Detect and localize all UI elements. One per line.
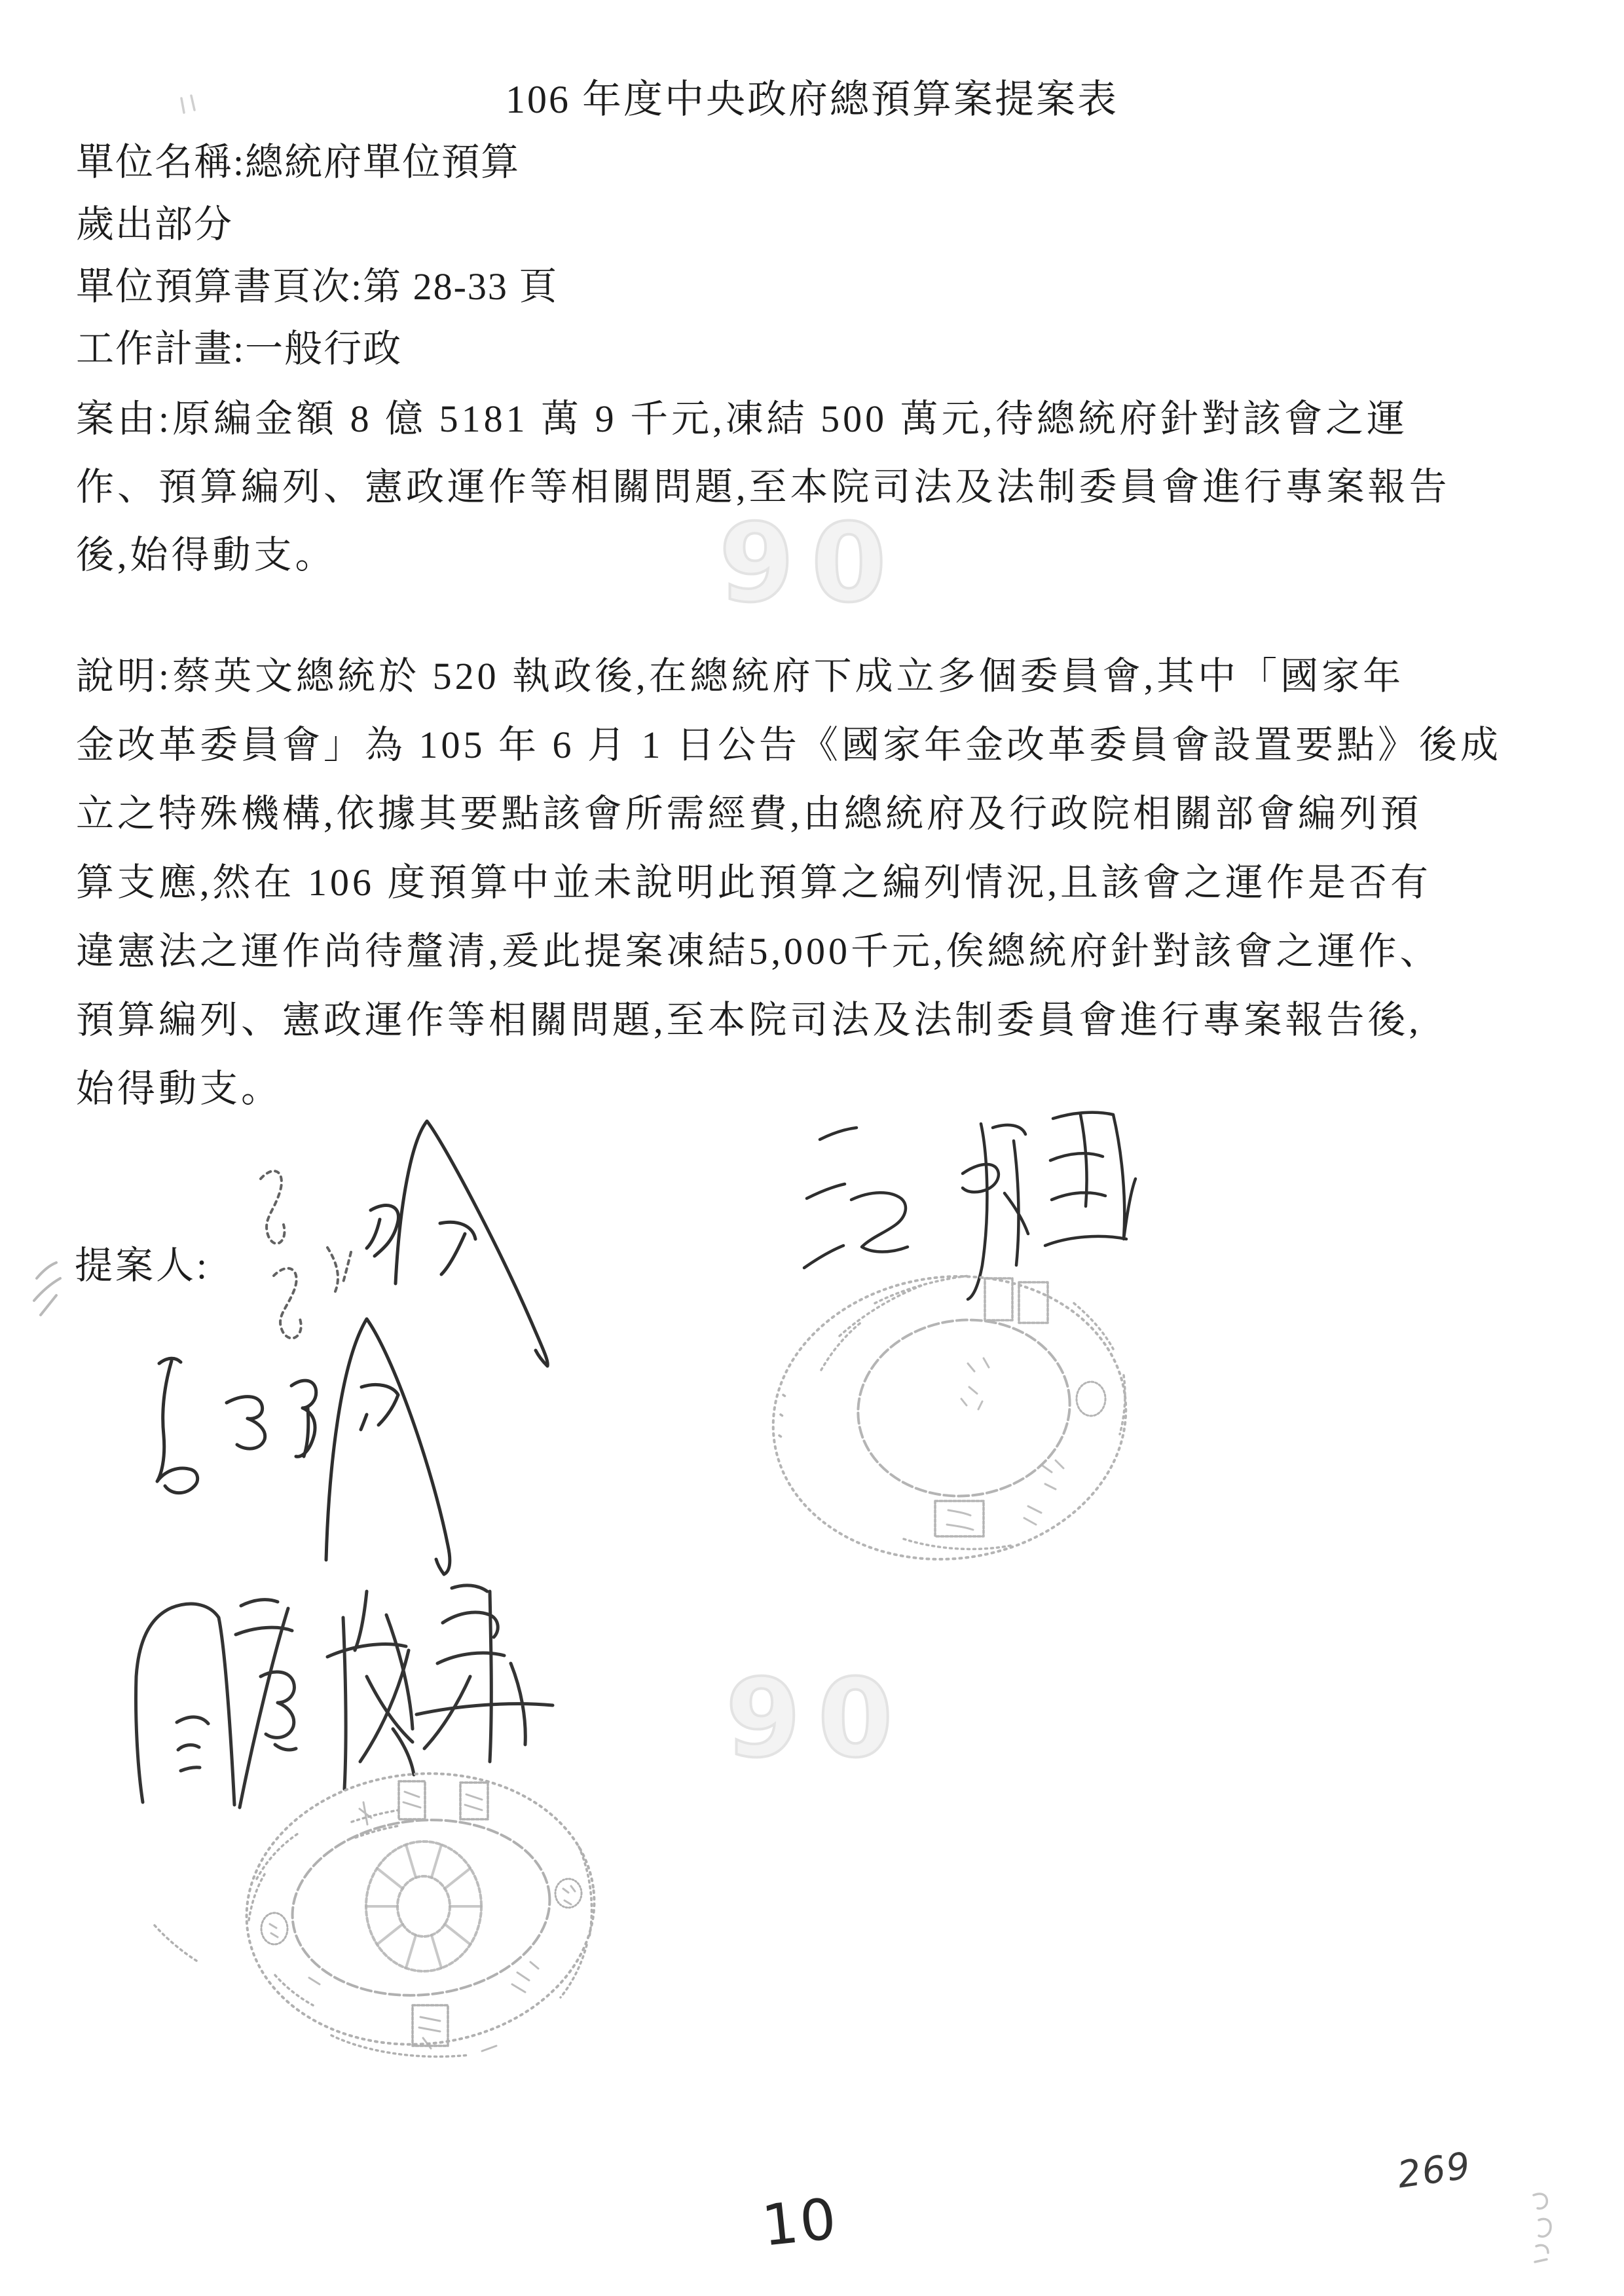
proposer-label: 提案人: — [75, 1244, 210, 1287]
stamp-character-box — [460, 1783, 488, 1819]
description-line: 立之特殊機構,依據其要點該會所需經費,由總統府及行政院相關部會編列預 — [76, 792, 1422, 835]
document-title: 106 年度中央政府總預算案提案表 — [506, 78, 1118, 121]
stamp-character-marks — [947, 1358, 1063, 1530]
description-line: 金改革委員會」為 105 年 6 月 1 日公告《國家年金改革委員會設置要點》後成 — [76, 724, 1502, 766]
signature-stroke — [157, 1319, 450, 1574]
watermark-90-bottom: 90 — [726, 1656, 910, 1781]
official-stamp-right — [757, 1257, 1142, 1580]
stamp-inner-ring — [848, 1308, 1080, 1508]
stamp-rosette-petals — [366, 1845, 481, 1968]
proposer-signature-2 — [157, 1319, 450, 1574]
stamp-outer-ring — [233, 1756, 608, 2061]
stamp-character-box — [399, 1781, 425, 1819]
description-line: 預算編列、憲政運作等相關問題,至本院司法及法制委員會進行專案報告後, — [76, 999, 1422, 1041]
stamp-emblem-blob — [261, 1913, 287, 1944]
field-expenditure-section: 歲出部分 — [76, 203, 234, 246]
stamp-character-box — [1019, 1282, 1048, 1323]
field-unit-name: 單位名稱:總統府單位預算 — [76, 141, 521, 183]
description-line: 算支應,然在 106 度預算中並未說明此預算之編列情況,且該會之運作是否有 — [76, 861, 1432, 904]
description-line: 始得動支。 — [76, 1067, 283, 1110]
watermark-90-top: 90 — [719, 500, 904, 626]
stamp-character-box — [413, 2005, 448, 2046]
proposer-signature-3 — [804, 1113, 1135, 1299]
stamp-inner-ring — [284, 1807, 559, 2008]
field-budget-book-pages: 單位預算書頁次:第 28-33 頁 — [76, 265, 559, 308]
case-paragraph — [76, 385, 1562, 589]
handwritten-page-number: 10 — [759, 2186, 841, 2259]
stamp-ring-text-arcs — [155, 1810, 591, 2056]
case-line: 後,始得動支。 — [76, 534, 337, 576]
stamp-character-box — [985, 1278, 1012, 1320]
handwritten-note-agree-withdraw — [136, 1585, 553, 1807]
stamp-emblem-blob — [1077, 1382, 1105, 1416]
official-stamp-bottom — [155, 1756, 608, 2061]
signature-stroke-dashed — [261, 1171, 351, 1338]
stamp-outer-ring — [757, 1257, 1142, 1580]
stamp-plum-blossom — [555, 1879, 581, 1908]
stray-mark-bottom-right — [1534, 2194, 1551, 2262]
stray-mark-left-edge — [34, 1263, 60, 1315]
description-paragraph — [76, 642, 1562, 1123]
header-fields — [76, 131, 558, 380]
proposer-signature-1 — [261, 1121, 547, 1366]
stamp-character-box — [935, 1501, 984, 1536]
stamp-ring-text-arcs — [779, 1276, 1125, 1549]
description-line: 違憲法之運作尚待釐清,爰此提案凍結5,000千元,俟總統府針對該會之運作、 — [76, 930, 1441, 972]
handwriting-stroke — [136, 1585, 553, 1807]
stamp-rosette-outer — [366, 1842, 481, 1971]
stamp-rosette-inner — [397, 1876, 450, 1936]
case-line: 作、預算編列、憲政運作等相關問題,至本院司法及法制委員會進行專案報告 — [76, 466, 1450, 508]
signature-stroke — [804, 1113, 1135, 1299]
case-line: 案由:原編金額 8 億 5181 萬 9 千元,凍結 500 萬元,待總統府針對該會之運 — [76, 398, 1409, 440]
field-work-plan: 工作計畫:一般行政 — [76, 327, 403, 370]
stamp-character-marks — [270, 1792, 575, 2051]
signature-stroke — [367, 1121, 547, 1366]
handwritten-corner-note: 269 — [1395, 2144, 1474, 2197]
description-line: 說明:蔡英文總統於 520 執政後,在總統府下成立多個委員會,其中「國家年 — [76, 655, 1405, 697]
